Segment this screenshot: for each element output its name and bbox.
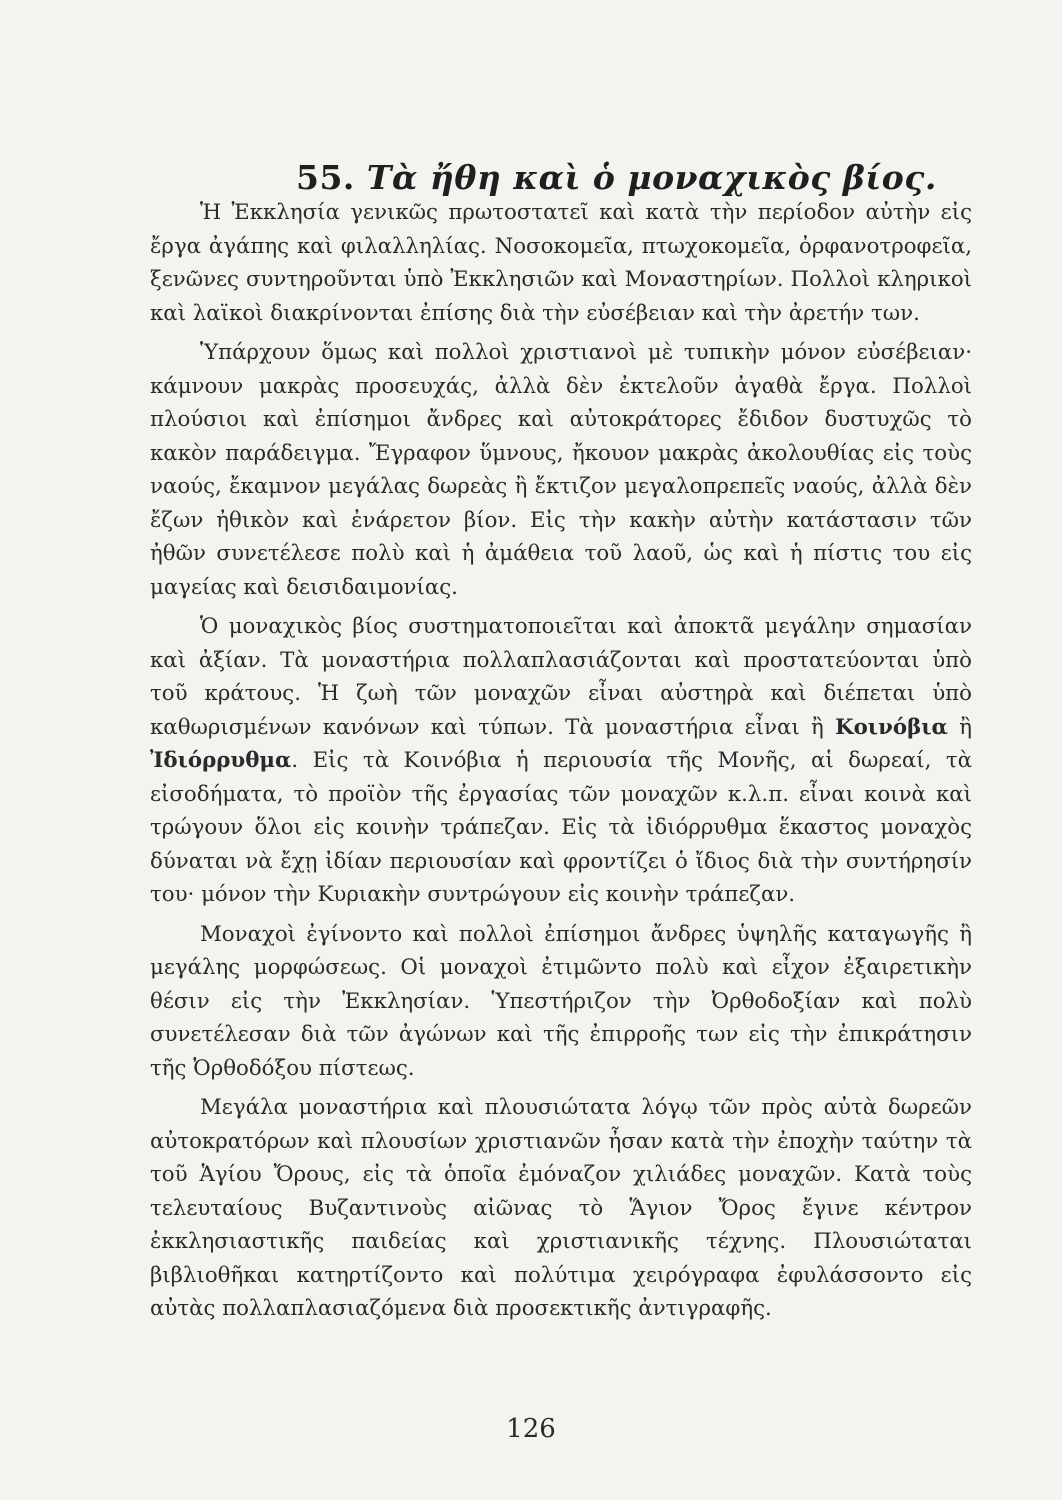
term-koinobia: Κοινόβια (835, 714, 948, 740)
monastic-life-text-end: . Εἰς τὰ Κοινόβια ἡ περιουσία τῆς Μονῆς, αἱ δωρεαί, τὰ εἰσοδήματα, τὸ προϊὸν τῆς ἐργασίας τῶν μοναχῶν κ.λ.π. εἶναι κοινὰ καὶ τρώγουν ὅλοι εἰς κοινὴν τράπεζαν. Εἰς τὰ ἰδιόρρυθμα ἕκαστος μοναχὸς δύναται νὰ ἔχῃ ἰδίαν περιουσίαν καὶ φροντίζει ὁ ἴδιος διὰ τὴν συντήρησίν του· μόνον τὴν Κυριακὴν συντρώγουν εἰς κοινὴν τράπεζαν. (150, 748, 972, 907)
monastic-life-text-between: ἢ (947, 714, 972, 740)
paragraph-monastic-life (150, 610, 972, 912)
term-idiorrythma: Ἰδιόρρυθμα (150, 748, 292, 773)
paragraph-monks-status: Μοναχοὶ ἐγίνοντο καὶ πολλοὶ ἐπίσημοι ἄνδρες ὑψηλῆς καταγωγῆς ἢ μεγάλης μορφώσεως. Οἱ μοναχοὶ ἐτιμῶντο πολὺ καὶ εἶχον ἐξαιρετικὴν θέσιν εἰς τὴν Ἐκκλησίαν. Ὑπεστήριζον τὴν Ὀρθοδοξίαν καὶ πολὺ συνετέλεσαν διὰ τῶν ἀγώνων καὶ τῆς ἐπιρροῆς των εἰς τὴν ἐπικράτησιν τῆς Ὀρθοδόξου πίστεως. (150, 921, 972, 1081)
page-number: 126 (506, 1414, 556, 1444)
section-title: Τὰ ἤθη καὶ ὁ μοναχικὸς βίος. (366, 158, 937, 198)
paragraph-formal-piety: Ὑπάρχουν ὅμως καὶ πολλοὶ χριστιανοὶ μὲ τυπικὴν μόνον εὐσέβειαν· κάμνουν μακρὰς προσευχάς, ἀλλὰ δὲν ἐκτελοῦν ἀγαθὰ ἔργα. Πολλοὶ πλούσιοι καὶ ἐπίσημοι ἄνδρες καὶ αὐτοκράτορες ἔδιδον δυστυχῶς τὸ κακὸν παράδειγμα. Ἔγραφον ὕμνους, ἤκουον μακρὰς ἀκολουθίας εἰς τοὺς ναούς, ἔκαμνον μεγάλας δωρεὰς ἢ ἔκτιζον μεγαλοπρεπεῖς ναούς, ἀλλὰ δὲν ἔζων ἠθικὸν καὶ ἐνάρετον βίον. Εἰς τὴν κακὴν αὐτὴν κατάστασιν τῶν ἠθῶν συνετέλεσε πολὺ καὶ ἡ ἀμάθεια τοῦ λαοῦ, ὡς καὶ ἡ πίστις του εἰς μαγείας καὶ δεισιδαιμονίας. (150, 340, 972, 600)
body-text (150, 196, 972, 1331)
paragraph-mount-athos: Μεγάλα μοναστήρια καὶ πλουσιώτατα λόγῳ τῶν πρὸς αὐτὰ δωρεῶν αὐτοκρατόρων καὶ πλουσίων χριστιανῶν ἦσαν κατὰ τὴν ἐποχὴν ταύτην τὰ τοῦ Ἁγίου Ὄρους, εἰς τὰ ὁποῖα ἐμόναζον χιλιάδες μοναχῶν. Κατὰ τοὺς τελευταίους Βυζαντινοὺς αἰῶνας τὸ Ἅγιον Ὄρος ἔγινε κέντρον ἐκκλησιαστικῆς παιδείας καὶ χριστιανικῆς τέχνης. Πλουσιώταται βιβλιοθῆκαι κατηρτίζοντο καὶ πολύτιμα χειρόγραφα ἐφυλάσσοντο εἰς αὐτὰς πολλαπλασιαζόμενα διὰ προσεκτικῆς ἀντιγραφῆς. (150, 1095, 972, 1321)
section-number: 55. (296, 158, 355, 198)
paragraph-church-charity: Ἡ Ἐκκλησία γενικῶς πρωτοστατεῖ καὶ κατὰ τὴν περίοδον αὐτὴν εἰς ἔργα ἀγάπης καὶ φιλαλληλίας. Νοσοκομεῖα, πτωχοκομεῖα, ὀρφανοτροφεῖα, ξενῶνες συντηροῦνται ὑπὸ Ἐκκλησιῶν καὶ Μοναστηρίων. Πολλοὶ κληρικοὶ καὶ λαϊκοὶ διακρίνονται ἐπίσης διὰ τὴν εὐσέβειαν καὶ τὴν ἀρετήν των. (150, 200, 972, 326)
section-heading (296, 158, 937, 198)
monastic-life-text-start: Ὁ μοναχικὸς βίος συστηματοποιεῖται καὶ ἀποκτᾶ μεγάλην σημασίαν καὶ ἀξίαν. Τὰ μοναστήρια πολλαπλασιάζονται καὶ προστατεύονται ὑπὸ τοῦ κράτους. Ἡ ζωὴ τῶν μοναχῶν εἶναι αὐστηρὰ καὶ διέπεται ὑπὸ καθωρισμένων κανόνων καὶ τύπων. Τὰ μοναστήρια εἶναι ἢ (150, 614, 972, 740)
